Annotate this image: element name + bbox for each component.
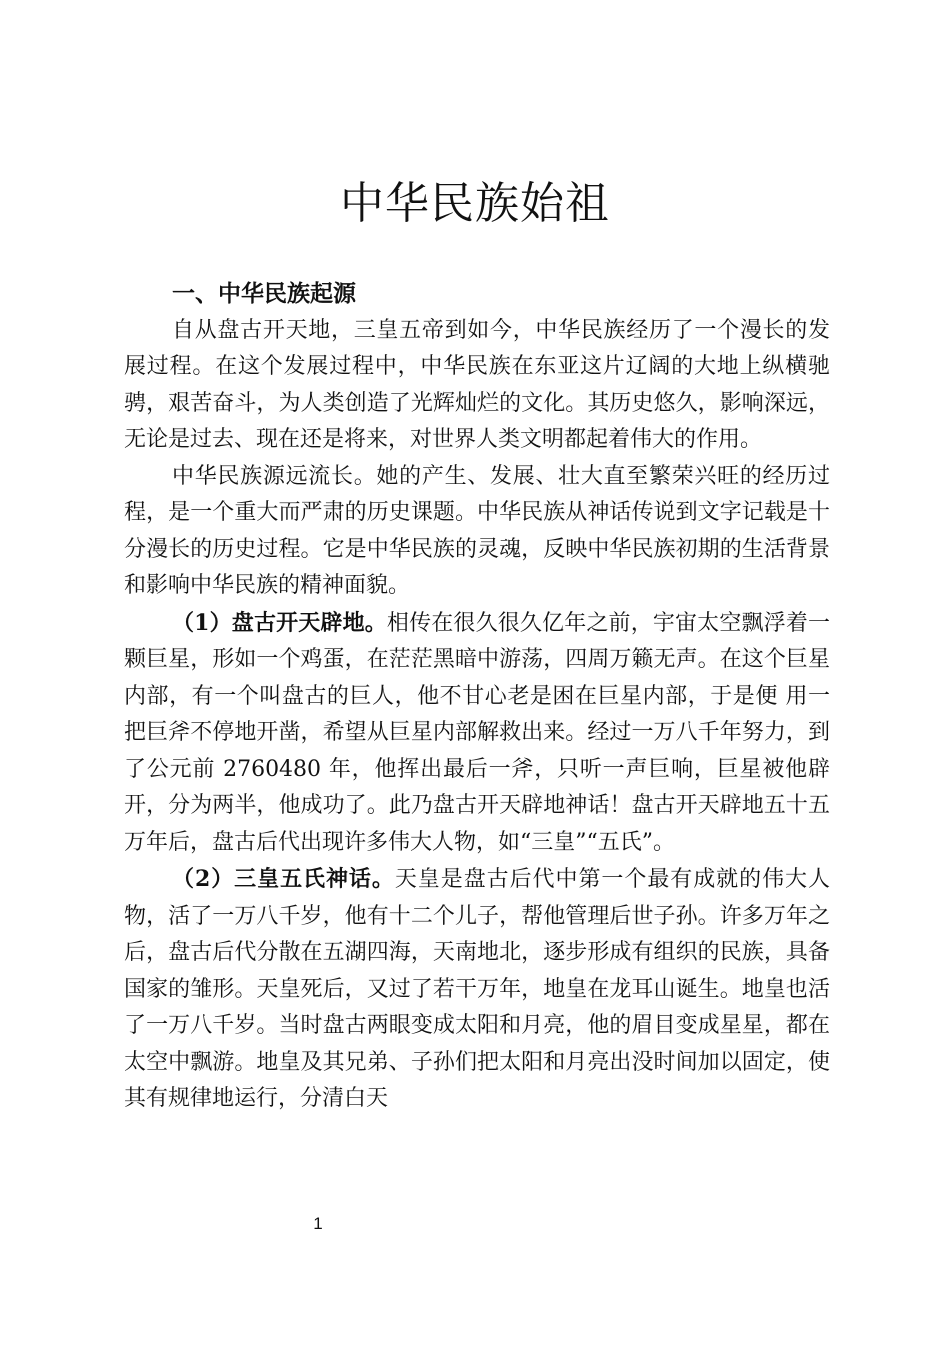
paragraph-text: 天皇是盘古后代中第一个最有成就的伟大人物，活了一万八千岁，他有十二个儿子，帮他管理后世子孙。许多万年之后，盘古后代分散在五湖四海，天南地北，逐步形成有组织的民族，具备国家的雏形。天皇死后，又过了若干万年，地皇在龙耳山诞生。地皇也活了一万八千岁。当时盘古两眼变成太阳和月亮，他的眉目变成星星，都在太空中飘游。地皇及其兄弟、子孙们把太阳和月亮出没时间加以固定，使其有规律地运行，分清白天 bbox=[124, 867, 830, 1111]
paragraph-lead: （2）三皇五氏神话。 bbox=[172, 866, 395, 892]
paragraph-text: 自从盘古开天地，三皇五帝到如今，中华民族经历了一个漫长的发展过程。在这个发展过程中，中华民族在东亚这片辽阔的大地上纵横驰骋，艰苦奋斗，为人类创造了光辉灿烂的文化。其历史悠久，影响深远，无论是过去、现在还是将来，对世界人类文明都起着伟大的作用。 bbox=[124, 317, 830, 452]
page-number: 1 bbox=[313, 1214, 323, 1233]
paragraph-text: 相传在很久很久亿年之前，宇宙太空飘浮着一颗巨星，形如一个鸡蛋，在茫茫黑暗中游荡，四周万籁无声。在这个巨星内部，有一个叫盘古的巨人，他不甘心老是困在巨星内部，于是便 用一把巨斧不停地开凿，希望从巨星内部解救出来。经过一万八千年努力，到了公元前 2760480 年，他挥出最后一斧，只听一声巨响，巨星被他辟开，分为两半，他成功了。此乃盘古开天辟地神话！盘古开天辟地五十五万年后，盘古后代出现许多伟大人物，如“三皇”“五氏”。 bbox=[124, 610, 830, 855]
paragraph-2 bbox=[124, 459, 830, 605]
paragraph-4 bbox=[124, 861, 830, 1118]
paragraph-3 bbox=[124, 605, 830, 862]
paragraph-text: 中华民族源远流长。她的产生、发展、壮大直至繁荣兴旺的经历过程，是一个重大而严肃的历史课题。中华民族从神话传说到文字记载是十分漫长的历史过程。它是中华民族的灵魂，反映中华民族初期的生活背景和影响中华民族的精神面貌。 bbox=[124, 463, 830, 598]
paragraph-lead: （1）盘古开天辟地。 bbox=[172, 609, 387, 636]
document-title: 中华民族始祖 bbox=[340, 178, 610, 229]
document-body bbox=[124, 276, 830, 1118]
section-heading: 一、中华民族起源 bbox=[172, 281, 356, 307]
paragraph-1 bbox=[124, 313, 830, 459]
